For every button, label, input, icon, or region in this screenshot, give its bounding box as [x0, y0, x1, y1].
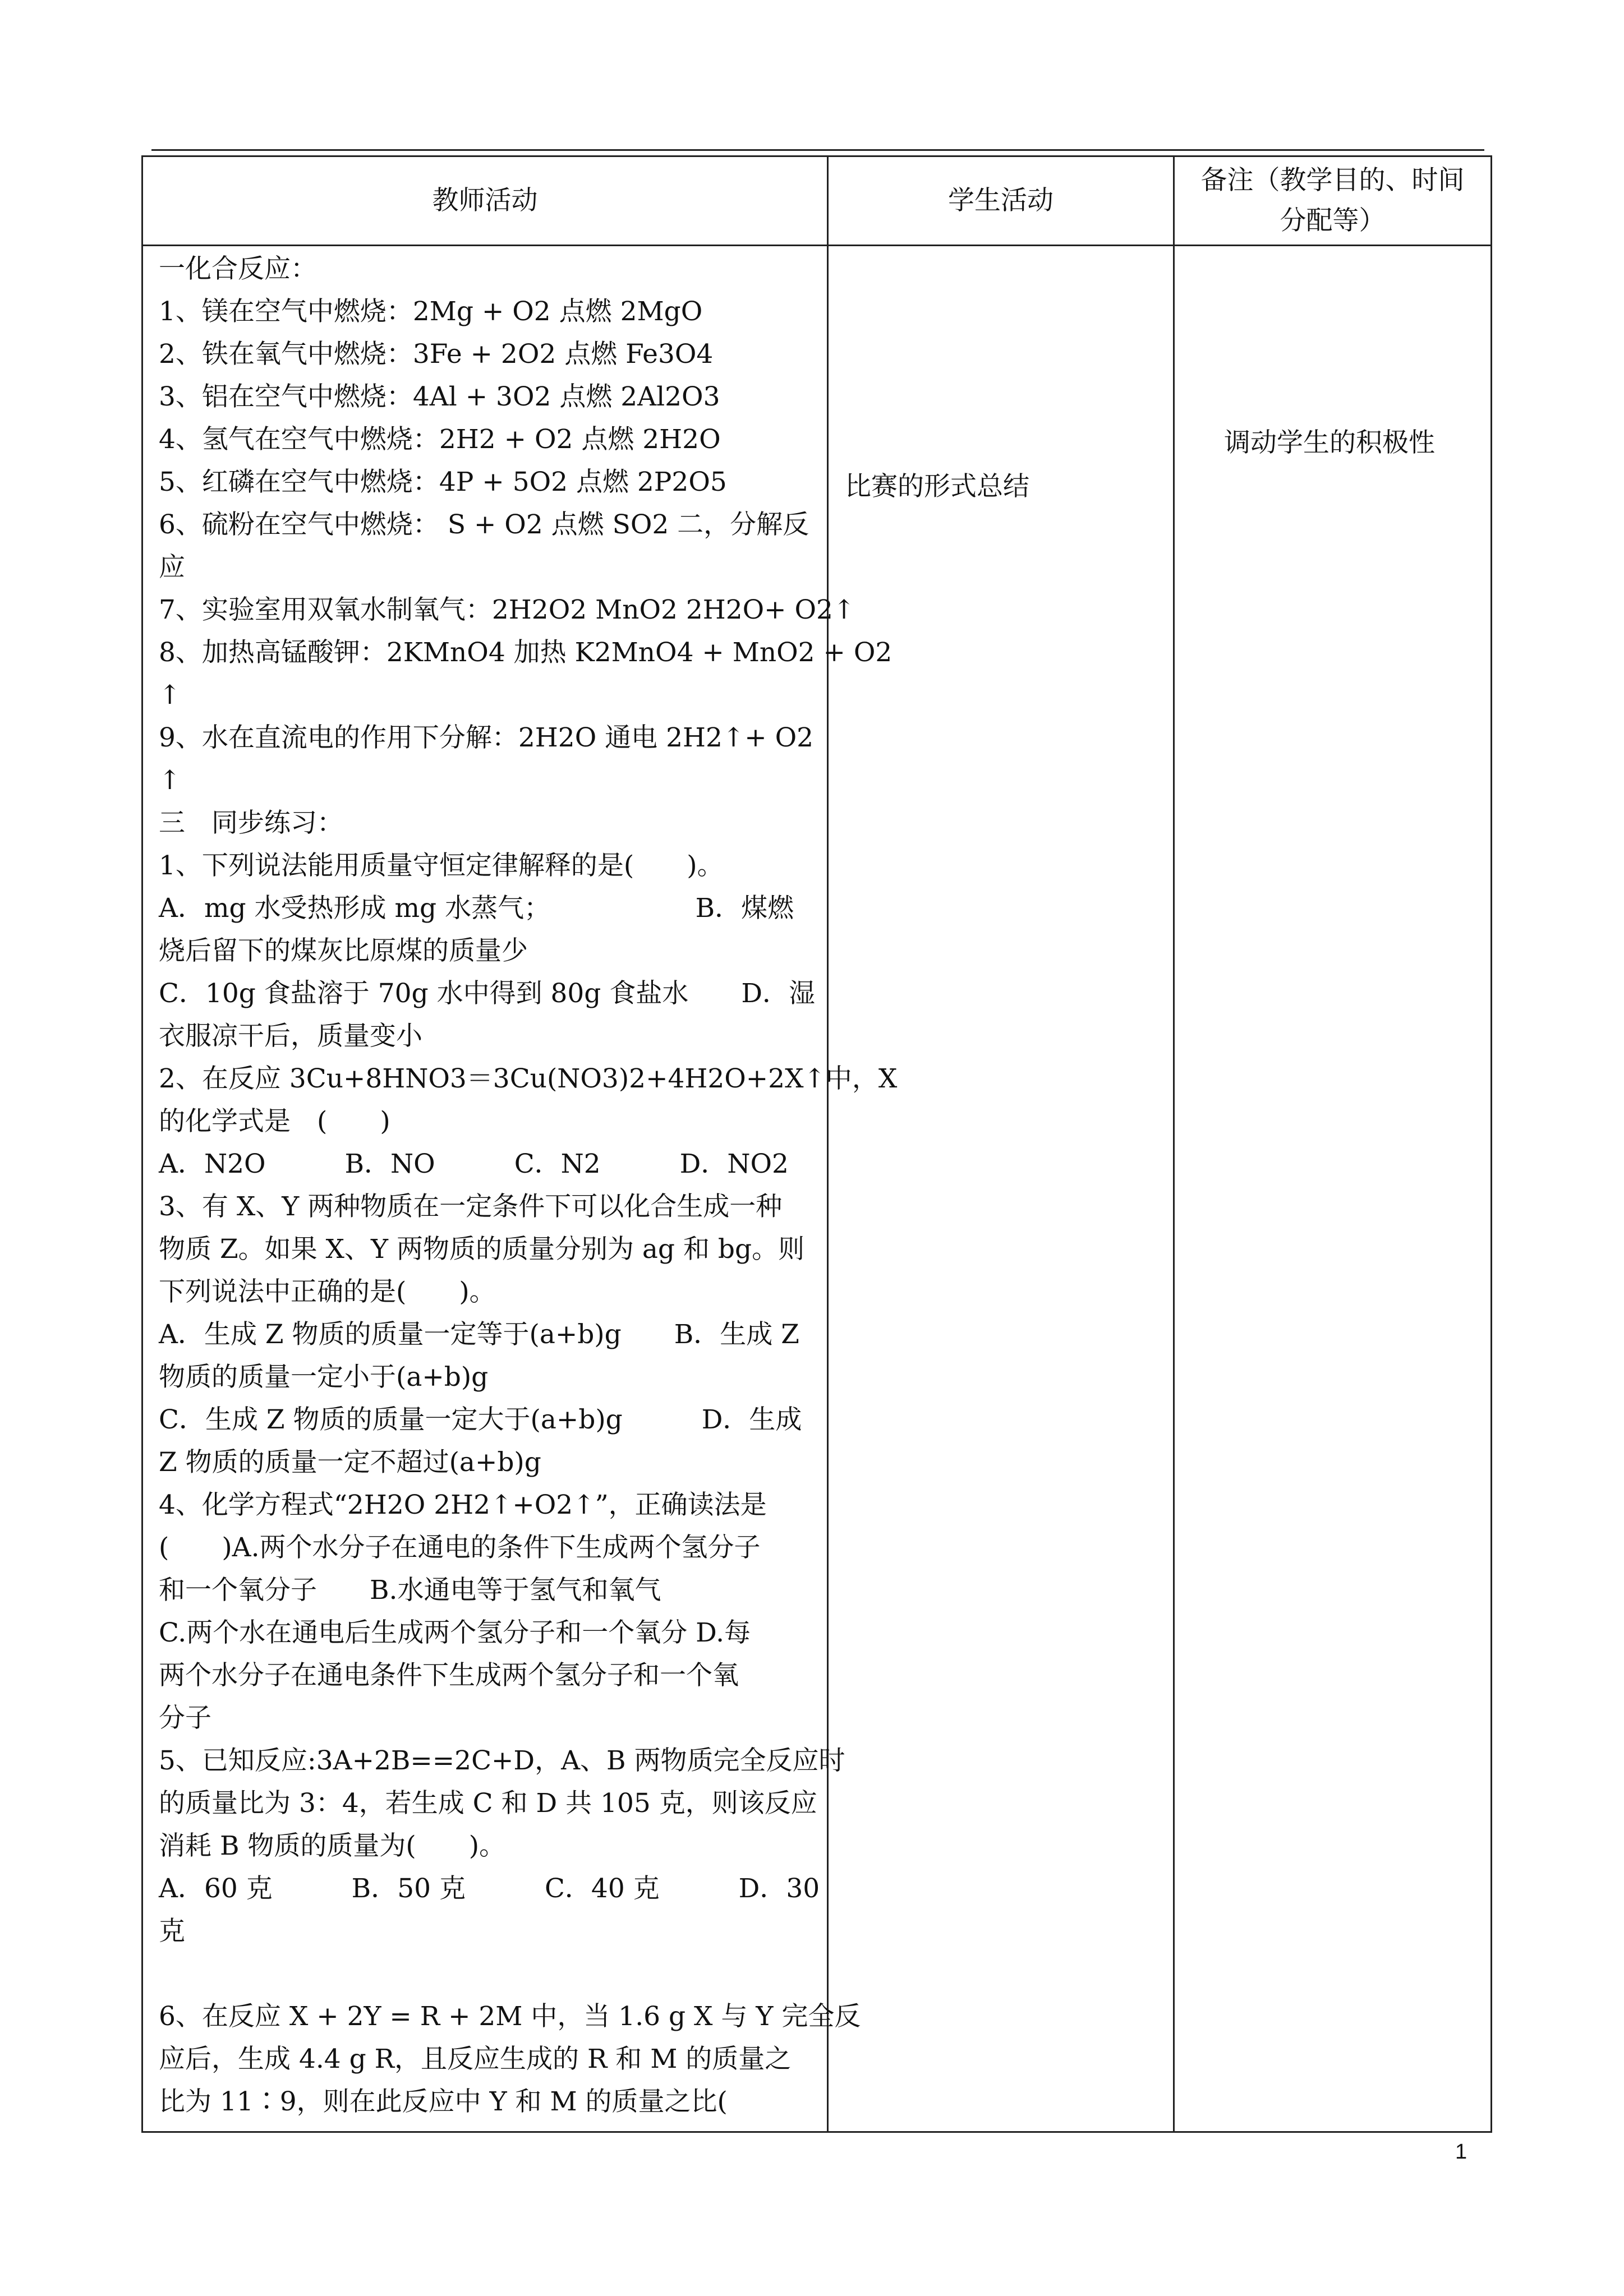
column-divider [1173, 157, 1175, 2131]
teacher-activity-line: 分子 [159, 1703, 211, 1733]
header-notes [1175, 157, 1490, 245]
header-teacher-activity: 教师活动 [432, 185, 538, 216]
teacher-activity-line: 两个水分子在通电条件下生成两个氢分子和一个氧 [159, 1660, 739, 1691]
teacher-activity-line: 5、红磷在空气中燃烧：4P + 5O2 点燃 2P2O5 [159, 467, 727, 497]
teacher-activity-line: 和一个氧分子 B.水通电等于氢气和氧气 [159, 1575, 661, 1606]
lesson-table [141, 155, 1492, 2133]
teacher-activity-line: 2、铁在氧气中燃烧：3Fe + 2O2 点燃 Fe3O4 [159, 339, 714, 370]
header-divider [143, 245, 1490, 246]
teacher-activity-line: 比为 11∶9，则在此反应中 Y 和 M 的质量之比( [159, 2086, 728, 2117]
teacher-activity-line: ↑ [159, 680, 181, 711]
teacher-activity-line: 一化合反应： [159, 253, 317, 284]
teacher-activity-line: C．生成 Z 物质的质量一定大于(a+b)g D．生成 [159, 1404, 802, 1435]
teacher-activity-line: 烧后留下的煤灰比原煤的质量少 [159, 935, 528, 966]
teacher-activity-line: 消耗 B 物质的质量为( )。 [159, 1831, 506, 1861]
teacher-activity-line: 7、实验室用双氧水制氧气：2H2O2 MnO2 2H2O+ O2↑ [159, 594, 855, 625]
teacher-activity-line: 下列说法中正确的是( )。 [159, 1276, 496, 1307]
header-student-activity: 学生活动 [948, 185, 1053, 216]
teacher-activity-line: 6、在反应 X + 2Y = R + 2M 中，当 1.6 g X 与 Y 完全反 [159, 2001, 861, 2032]
page-number: 1 [1455, 2140, 1467, 2164]
teacher-activity-line: 的化学式是 ( ) [159, 1106, 390, 1137]
teacher-activity-line: 4、化学方程式“2H2O 2H2↑+O2↑”，正确读法是 [159, 1490, 767, 1520]
header-rule [151, 149, 1484, 151]
teacher-activity-line: 1、镁在空气中燃烧：2Mg + O2 点燃 2MgO [159, 296, 703, 327]
notes-text: 调动学生的积极性 [1224, 427, 1435, 458]
teacher-activity-line [159, 1953, 826, 1995]
teacher-activity-line: C.两个水在通电后生成两个氢分子和一个氧分 D.每 [159, 1617, 751, 1648]
teacher-activity-line: Z 物质的质量一定不超过(a+b)g [159, 1447, 541, 1478]
teacher-activity-line: 应后，生成 4.4 g R，且反应生成的 R 和 M 的质量之 [159, 2044, 792, 2074]
teacher-activity-line: A．N2O B．NO C．N2 D．NO2 [159, 1149, 789, 1179]
teacher-activity-line: 6、硫粉在空气中燃烧： S + O2 点燃 SO2 二，分解反 [159, 509, 809, 540]
teacher-activity-line: 3、有 X、Y 两种物质在一定条件下可以化合生成一种 [159, 1191, 783, 1222]
teacher-activity-line: 2、在反应 3Cu+8HNO3＝3Cu(NO3)2+4H2O+2X↑中，X [159, 1063, 898, 1094]
teacher-activity-cell [159, 248, 898, 2123]
teacher-activity-line: 的质量比为 3：4，若生成 C 和 D 共 105 克，则该反应 [159, 1788, 817, 1819]
teacher-activity-line: 1、下列说法能用质量守恒定律解释的是( )。 [159, 850, 724, 881]
teacher-activity-line: 三 同步练习： [159, 808, 343, 838]
teacher-activity-line: 衣服凉干后，质量变小 [159, 1021, 422, 1052]
student-activity-text: 比赛的形式总结 [845, 471, 1029, 502]
teacher-activity-line: A．mg 水受热形成 mg 水蒸气； B．煤燃 [159, 893, 794, 924]
teacher-activity-line: 物质的质量一定小于(a+b)g [159, 1362, 489, 1393]
header-notes-line: 备注（教学目的、时间 [1200, 165, 1465, 196]
column-divider [827, 157, 829, 2131]
teacher-activity-line: A．60 克 B．50 克 C．40 克 D．30 [159, 1873, 820, 1904]
teacher-activity-line: 8、加热高锰酸钾：2KMnO4 加热 K2MnO4 + MnO2 + O2 [159, 637, 892, 668]
teacher-activity-line: 克 [159, 1916, 185, 1947]
teacher-activity-line: 4、氢气在空气中燃烧：2H2 + O2 点燃 2H2O [159, 424, 721, 455]
teacher-activity-line: ↑ [159, 765, 181, 796]
header-notes-line: 分配等） [1280, 205, 1386, 236]
teacher-activity-line: A．生成 Z 物质的质量一定等于(a+b)g B．生成 Z [159, 1319, 799, 1350]
teacher-activity-line: ( )A.两个水分子在通电的条件下生成两个氢分子 [159, 1532, 761, 1563]
teacher-activity-line: 9、水在直流电的作用下分解：2H2O 通电 2H2↑+ O2 [159, 722, 814, 753]
teacher-activity-line: 3、铝在空气中燃烧：4Al + 3O2 点燃 2Al2O3 [159, 381, 720, 412]
teacher-activity-line: 物质 Z。如果 X、Y 两物质的质量分别为 ag 和 bg。则 [159, 1234, 805, 1265]
teacher-activity-line: C．10g 食盐溶于 70g 水中得到 80g 食盐水 D．湿 [159, 978, 816, 1009]
teacher-activity-line: 应 [159, 552, 185, 583]
teacher-activity-line: 5、已知反应:3A+2B==2C+D，A、B 两物质完全反应时 [159, 1745, 845, 1776]
